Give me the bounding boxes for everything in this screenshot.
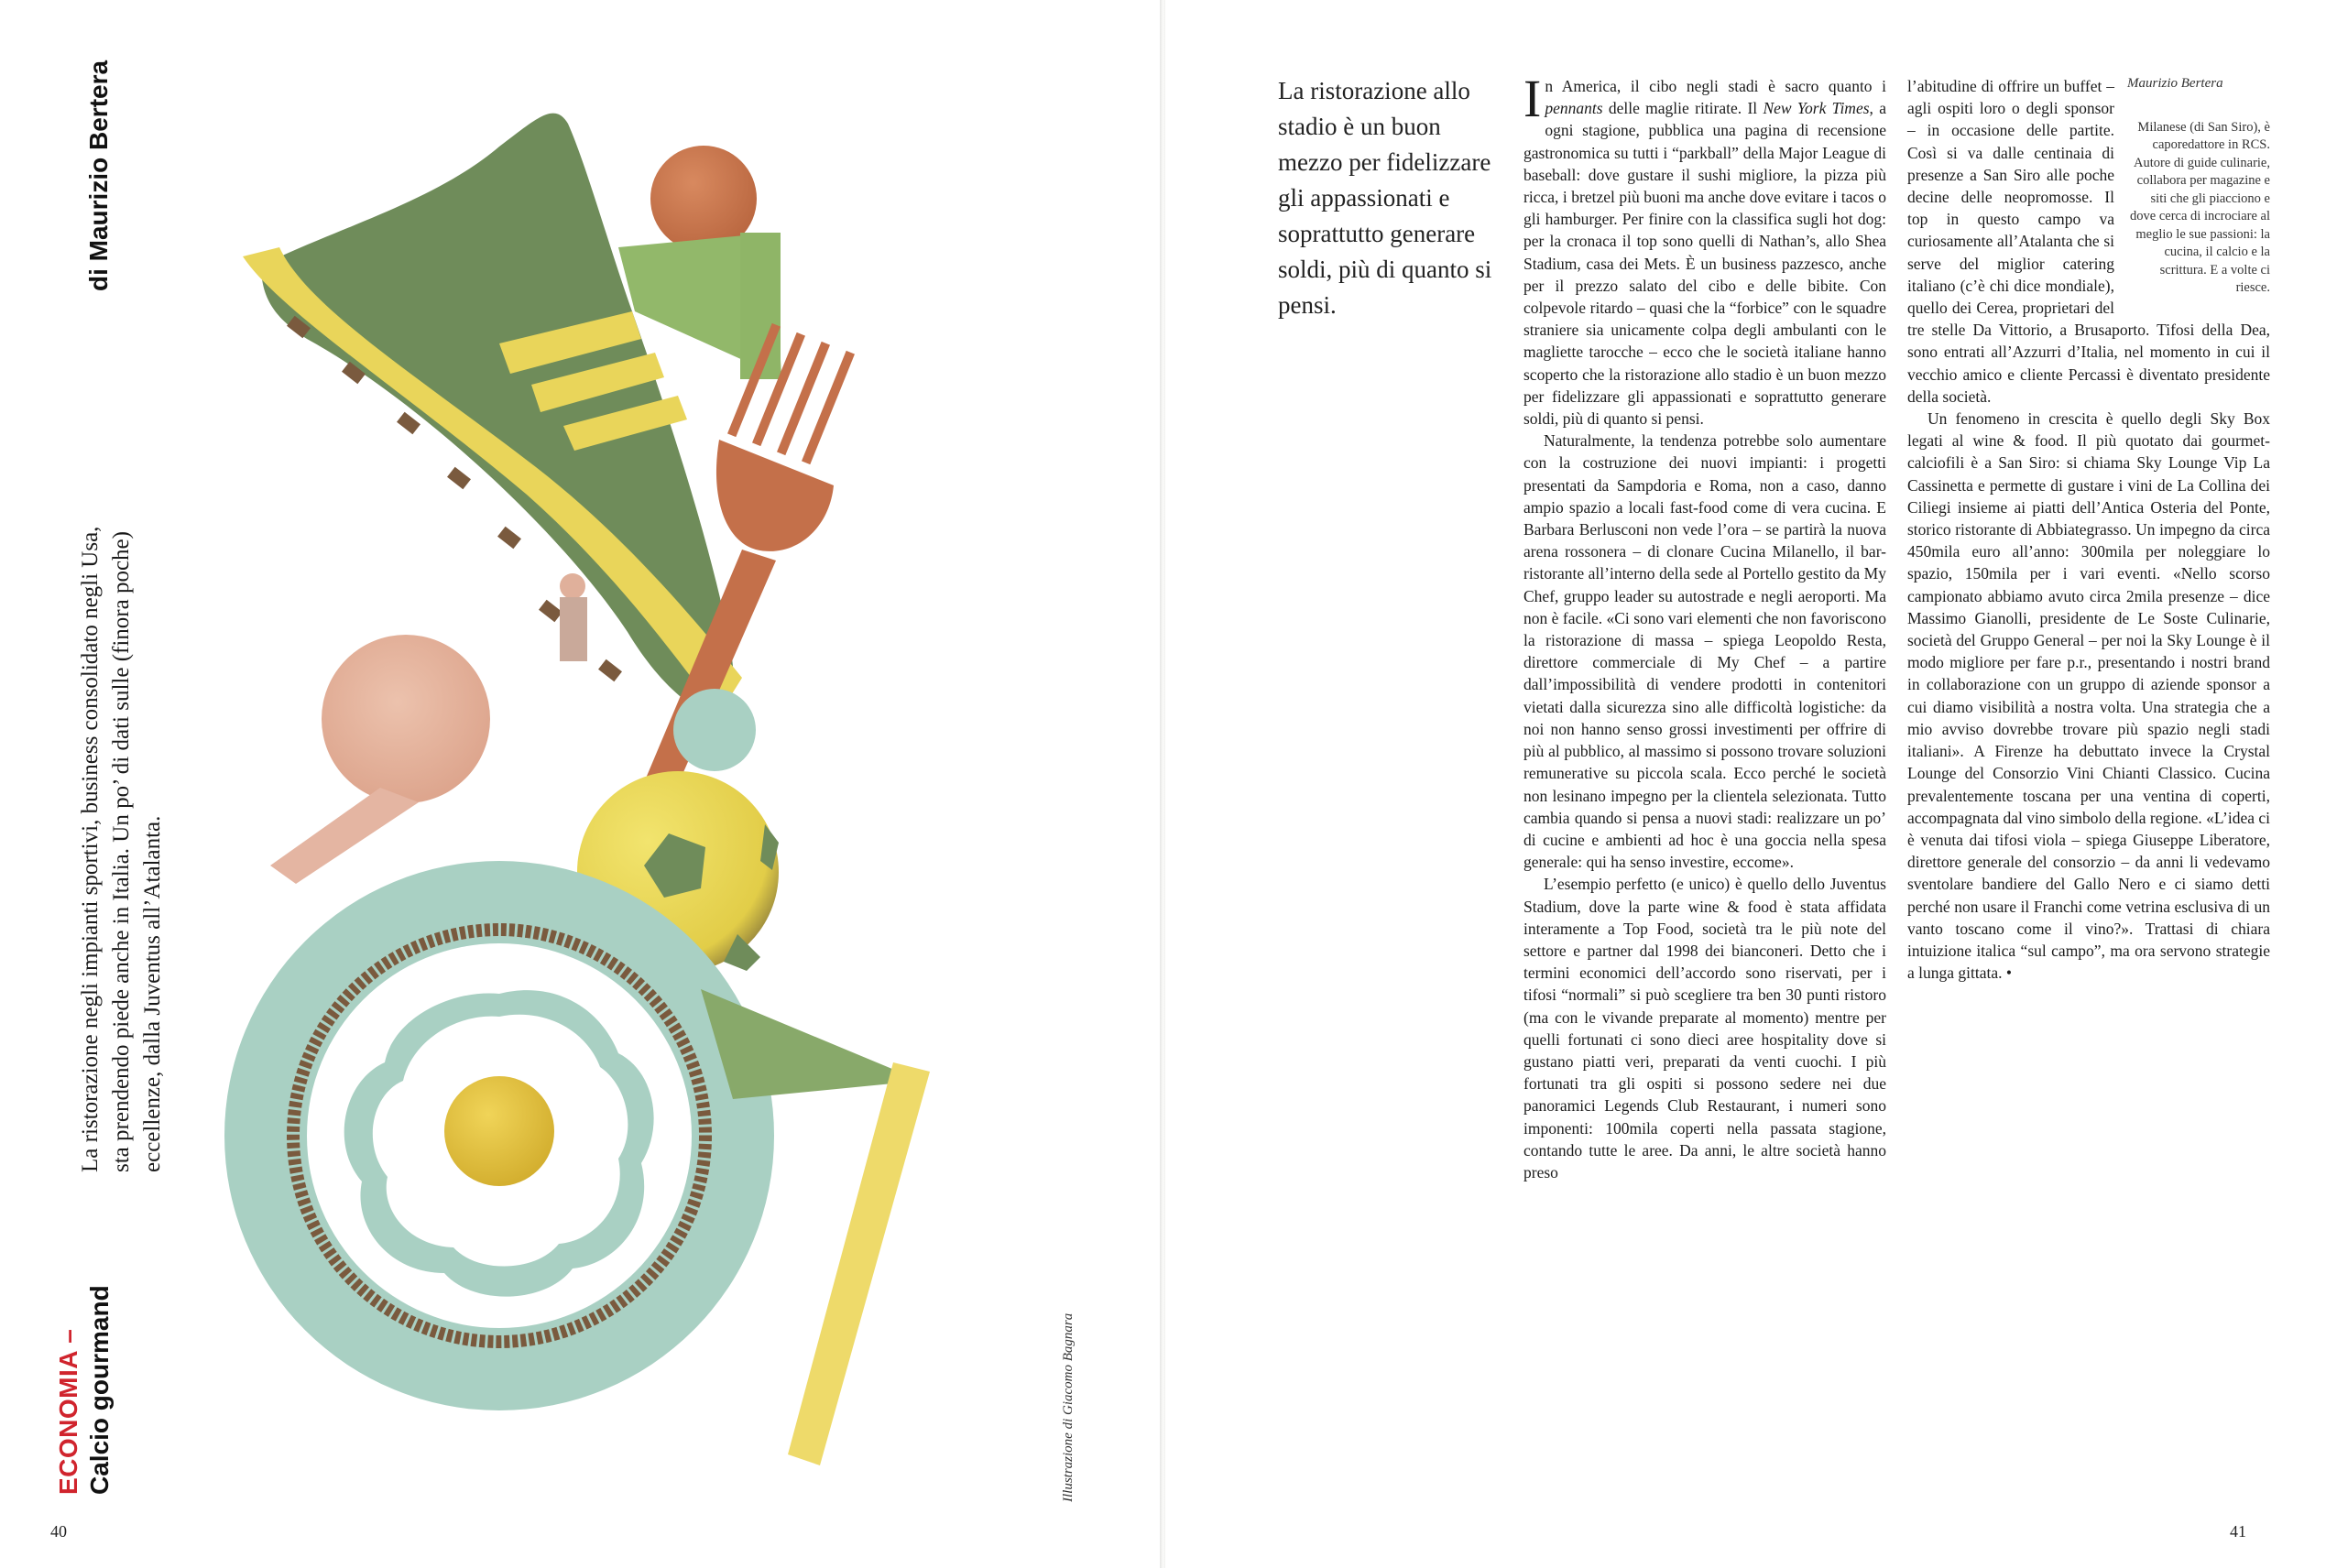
section-label: ECONOMIA – [54,1328,82,1495]
small-bead [560,573,585,599]
plate-icon [224,861,774,1410]
pink-stick [270,788,419,884]
drop-cap: I [1523,69,1542,128]
article-paragraph: L’esempio perfetto (e unico) è quello dello Juventus Stadium, dove la parte wine & food è stata affidata interamente a Top Food, società tra le più note del settore e partner dal 1998 dei bianconeri. Detto che i termini economici dell’accordo sono riservati, per i tifosi “normali” si può scegliere tra ben 30 punti ristoro (ma con le vivande preparate al momento) mentre per quelli fortunati ci sono dieci aree hospitality dove si gustano piatti veri, preparati da venti cuochi. I più fortunati tra gli ospiti si possono sedere nei due panoramici Legends Club Restaurant, i numeri sono imponenti: 100mila coperti nella passata stagione, contando tutte le aree. Da anni, le altre società hanno preso [1523,875,1886,1181]
author-bio-text: Milanese (di San Siro), è caporedattore in RCS. Autore di guide culinarie, collabora per magazine e siti che gli piacciono e dove cerca di incrociare al meglio le sue passioni: la cucina, il calcio e la scrittura. E a volte ci riesce. [2130,119,2270,295]
byline: di Maurizio Bertera [84,60,113,291]
article-paragraph: Un fenomeno in crescita è quello degli Sky Box legati al wine & food. Il più quotato dai gourmet-calciofili è a San Siro: si chiama Sky Lounge Vip La Cassinetta e permette di gustare i vini de La Collina dei Ciliegi insieme ai piatti dell’Antica Osteria del Ponte, storico ristorante di Abbiategrasso. Un impegno da circa 450mila euro all’anno: 300mila per noleggiare lo spazio, 150mila per i vari eventi. «Nello scorso campionato abbiamo avuto circa 2mila presenze – dice Massimo Gianolli, presidente de Le Soste Culinarie, società del Gruppo General – per noi la Sky Lounge è il modo migliore per fare p.r., presentando i nostri brand in collaborazione con un gruppo di aziende sponsor a cui diamo visibilità a nostra volta. Una strategia che a mio avviso dovrebbe trovare più spazio negli stadi italiani». A Firenze ha debuttato invece la Crystal Lounge del Consorzio Vini Chianti Classico. Cucina prevalentemente toscana per una ventina di coperti, accompagnata dal vino simbolo della regione. «L’idea ci è venuta dai tifosi viola – spiega Giuseppe Liberatore, direttore generale del consorzio – da anni li vedevamo sventolare bandiere del Gallo Nero e ci siamo detti perché non usare il Franchi come vetrina esclusiva di un vanto toscano come il vino?». Trattasi di chiara intuizione italica “sul campo”, ma ora servono strategie a lunga gittata. • [1907,409,2270,983]
right-page [1165,0,2326,1568]
article-paragraph: Naturalmente, la tendenza potrebbe solo aumentare con la costruzione dei nuovi impianti: i progetti presentati da Sampdoria e Roma, non a caso, danno ampio spazio a locali fast-food come di vera cucina. E Barbara Berlusconi non vede l’ora – se partirà la nuova arena rossonera – di clonare Cucina Milanello, il bar-ristorante all’interno della sede al Portello gestito da My Chef, gruppo leader su autostrade e negli aeroporti. Ma non è facile. «Ci sono vari elementi che non favoriscono la ristorazione di massa – spiega Leopoldo Resta, direttore commerciale di My Chef – a partire dall’impossibilità di vendere prodotti in contenitori vietati dalla sicurezza sino alle difficoltà logistiche: da noi non hanno senso grossi investimenti per offrire di più al pubblico, al massimo si possono trovare soluzioni remunerative su piccola scala. Ecco perché le società non lesinano impegno per la clientela selezionata. Tutto cambia quando si pensa a nuovi stadi: realizzare un po’ di cucine e ambienti ad hoc è una goccia nella spesa generale: qui ha senso investire, eccome». [1523,431,1886,872]
page-number-right: 41 [2230,1522,2246,1541]
author-bio [2127,75,2270,298]
football-food-illustration [224,37,1049,1484]
article-column-1 [1523,69,1886,1183]
illustration-credit: Illustrazione di Giacomo Bagnara [1061,1312,1076,1502]
article-column-2 [1907,75,2270,984]
author-name: Maurizio Bertera [2127,76,2223,91]
article-paragraph: In America, il cibo negli stadi è sacro quanto i pennants delle maglie ritirate. Il New York Times, a ogni stagione, pubblica una pagina di recensione gastronomica su tutti i “parkball” della Major League di baseball: dove gustare il sushi migliore, la pizza più ricca, i bretzel più buoni ma anche dove evitare i tacos o gli hamburger. Per finire con la classifica sugli hot dog: per la cronaca il top sono quelli di Nathan’s, allo Shea Stadium, casa dei Mets. È un business pazzesco, anche per il prezzo salato del cibo e delle bibite. Con colpevole ritardo – quasi che la “forbice” con le squadre straniere sia unicamente colpa degli ambulanti con le magliette tarocche – ecco che le società italiane hanno scoperto che la ristorazione allo stadio è un buon mezzo per fidelizzare gli appassionati e soprattutto generare soldi, più di quanto si pensi. [1523,69,1886,429]
pull-quote: La ristorazione allo stadio è un buon mezzo per fidelizzare gli appassionati e soprattutto generare soldi, più di quanto si pensi. [1278,77,1492,319]
small-block [560,597,587,661]
mint-ball [673,689,756,771]
article-title: Calcio gourmand [85,1285,114,1495]
left-page [0,0,1162,1568]
article-paragraph: l’abitudine di offrire un buffet – agli ospiti loro o degli sponsor – in occasione delle partite. Così si va dalle centinaia di presenze a San Siro alle poche decine delle neopromosse. Il top in questo campo va curiosamente all’Atalanta che si serve del miglior catering italiano (c’è chi dice mondiale), quello dei Cerea, proprietari del tre stelle Da Vittorio, a Brusaporto. Tifosi della Dea, sono entrati all’Azzurri d’Italia, nel momento in cui il vecchio amico e cliente Percassi è diventato presidente della società. [1907,77,2270,406]
egg-yolk [444,1076,554,1186]
lede: La ristorazione negli impianti sportivi, business consolidato negli Usa, sta prendendo piede anche in Italia. Un po’ di dati sulle (finora poche) eccellenze, dalla Juventus all’Atalanta. [78,526,165,1172]
pink-ball [322,635,490,803]
page-number-left: 40 [50,1522,67,1541]
